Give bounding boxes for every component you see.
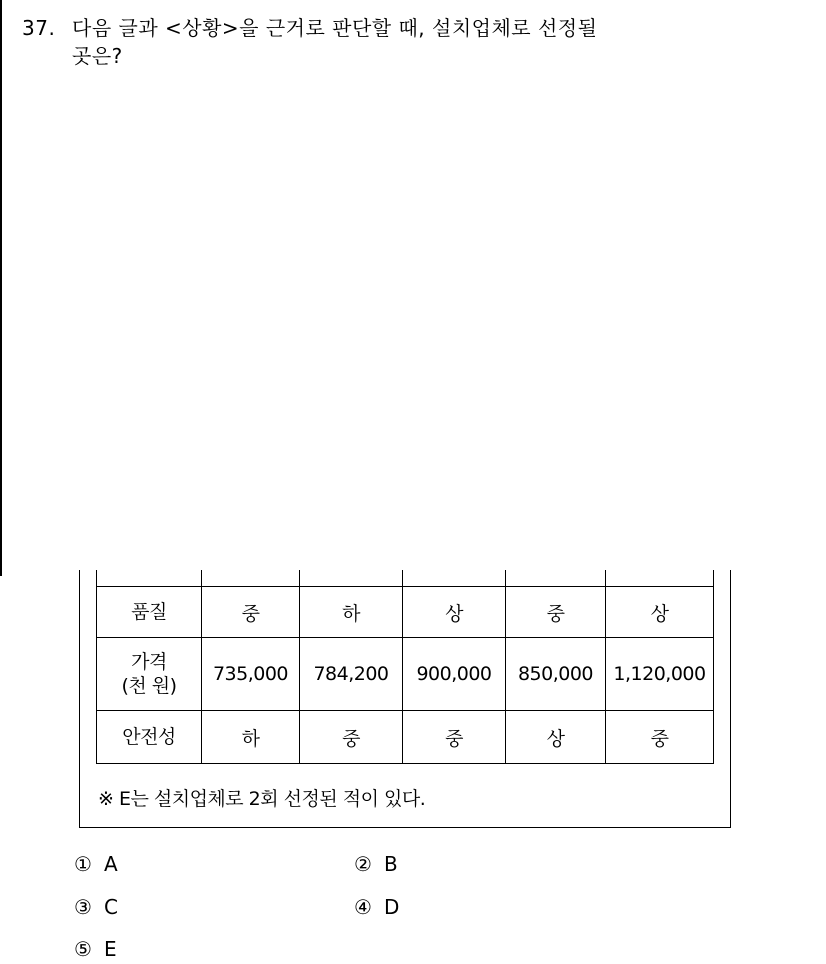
- table-cell: 중: [202, 587, 300, 638]
- table-cell: 상: [606, 587, 714, 638]
- choice-2[interactable]: [354, 852, 398, 876]
- table-cell: 735,000: [202, 638, 300, 711]
- table-cell: 784,200: [300, 638, 403, 711]
- question-line-1: [22, 14, 782, 42]
- table-cell: 하: [300, 587, 403, 638]
- vendor-comparison-table: [96, 570, 714, 764]
- choice-mark: ③: [74, 895, 92, 919]
- question-text: [22, 14, 782, 70]
- choice-label: B: [384, 852, 398, 876]
- table-footnote: ※ E는 설치업체로 2회 선정된 적이 있다.: [98, 788, 426, 810]
- table-cell: 중: [300, 711, 403, 764]
- choice-4[interactable]: [354, 895, 399, 919]
- choice-label: D: [384, 895, 400, 919]
- table-cell: 상: [403, 587, 506, 638]
- question-number: 37.: [22, 16, 56, 40]
- table-row-quality: [97, 587, 714, 638]
- choice-1[interactable]: [74, 852, 118, 876]
- choice-mark: ⑤: [74, 937, 92, 961]
- situation-box: [79, 570, 731, 828]
- row-label-price: 가격 (천 원): [97, 638, 202, 711]
- row-label-quality: 품질: [97, 587, 202, 638]
- table-cell: 1,120,000: [606, 638, 714, 711]
- row-label-safety: 안전성: [97, 711, 202, 764]
- question-line-2: 곳은?: [72, 44, 123, 68]
- choice-mark: ②: [354, 852, 372, 876]
- choice-label: E: [104, 937, 117, 961]
- table-cell: 하: [202, 711, 300, 764]
- choice-mark: ④: [354, 895, 372, 919]
- choice-label: C: [104, 895, 118, 919]
- table-cell: 900,000: [403, 638, 506, 711]
- table-cell: 850,000: [506, 638, 606, 711]
- left-margin-rule: [0, 0, 2, 576]
- table-cell: 상: [506, 711, 606, 764]
- question-stem: 다음 글과 <상황>을 근거로 판단할 때, 설치업체로 선정될: [72, 16, 598, 40]
- choice-5[interactable]: [74, 937, 117, 961]
- choice-3[interactable]: [74, 895, 118, 919]
- table-cell: 중: [606, 711, 714, 764]
- table-row-price: [97, 638, 714, 711]
- table-cell: 중: [506, 587, 606, 638]
- table-cell: 중: [403, 711, 506, 764]
- table-row-safety: [97, 711, 714, 764]
- choice-label: A: [104, 852, 118, 876]
- choice-mark: ①: [74, 852, 92, 876]
- table-stub-row: [97, 570, 714, 587]
